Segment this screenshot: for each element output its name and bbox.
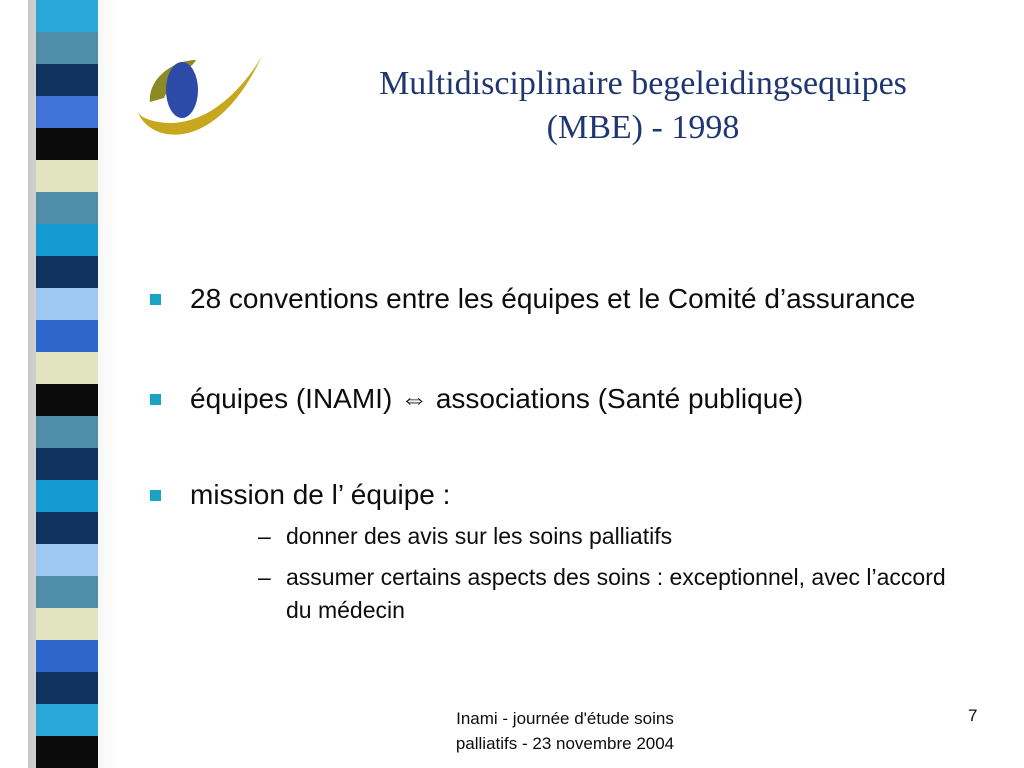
- stripe-segment: [36, 64, 98, 97]
- sub-bullet-item: [144, 520, 974, 553]
- stripe-segment: [36, 320, 98, 353]
- slide-footer: [400, 706, 730, 756]
- page-number: 7: [968, 706, 978, 725]
- footer-line-1: Inami - journée d'étude soins: [456, 709, 674, 728]
- bullet-text: mission de l’ équipe :: [190, 479, 451, 510]
- stripe-segment: [36, 448, 98, 481]
- stripe-segment: [36, 736, 98, 768]
- stripe-segment: [36, 480, 98, 513]
- bullet-text: équipes (INAMI) ⇔ associations (Santé publique): [190, 383, 804, 414]
- stripe-segment: [36, 32, 98, 65]
- bullet-item: [144, 380, 974, 418]
- sub-bullet-text: assumer certains aspects des soins : exceptionnel, avec l’accord du médecin: [286, 564, 946, 623]
- sub-bullet-item: [144, 561, 974, 627]
- square-bullet-icon: [150, 394, 161, 405]
- bullet-item: [144, 476, 974, 514]
- inami-logo-icon: [134, 50, 266, 152]
- dash-bullet-icon: –: [258, 523, 271, 549]
- bullet-list: [144, 280, 974, 627]
- stripe-segment: [36, 384, 98, 417]
- stripe-segment: [36, 256, 98, 289]
- stripe-segment: [36, 352, 98, 385]
- stripe-segment: [36, 544, 98, 577]
- stripe-segment: [36, 128, 98, 161]
- stripe-segment: [36, 608, 98, 641]
- slide-title: [300, 62, 986, 150]
- stripe-segment: [36, 0, 98, 33]
- bullet-item: [144, 280, 974, 318]
- stripe-segment: [36, 576, 98, 609]
- title-line-1: Multidisciplinaire begeleidingsequipes: [379, 65, 907, 102]
- stripe-segment: [36, 416, 98, 449]
- bullet-text: 28 conventions entre les équipes et le Comité d’assurance: [190, 283, 916, 314]
- stripe-segment: [36, 704, 98, 737]
- stripe-segment: [36, 640, 98, 673]
- stripe-segment: [36, 192, 98, 225]
- stripe-segment: [36, 512, 98, 545]
- footer-line-2: palliatifs - 23 novembre 2004: [455, 734, 675, 753]
- dash-bullet-icon: –: [258, 564, 271, 590]
- square-bullet-icon: [150, 490, 161, 501]
- stripe-segment: [36, 224, 98, 257]
- stripe-segment: [36, 96, 98, 129]
- stripe-segment: [36, 672, 98, 705]
- stripe-segment: [36, 288, 98, 321]
- stripe-segment: [36, 160, 98, 193]
- decorative-stripe: [36, 0, 98, 768]
- sub-bullet-text: donner des avis sur les soins palliatifs: [286, 523, 673, 549]
- square-bullet-icon: [150, 294, 161, 305]
- title-line-2: (MBE) - 1998: [546, 109, 740, 146]
